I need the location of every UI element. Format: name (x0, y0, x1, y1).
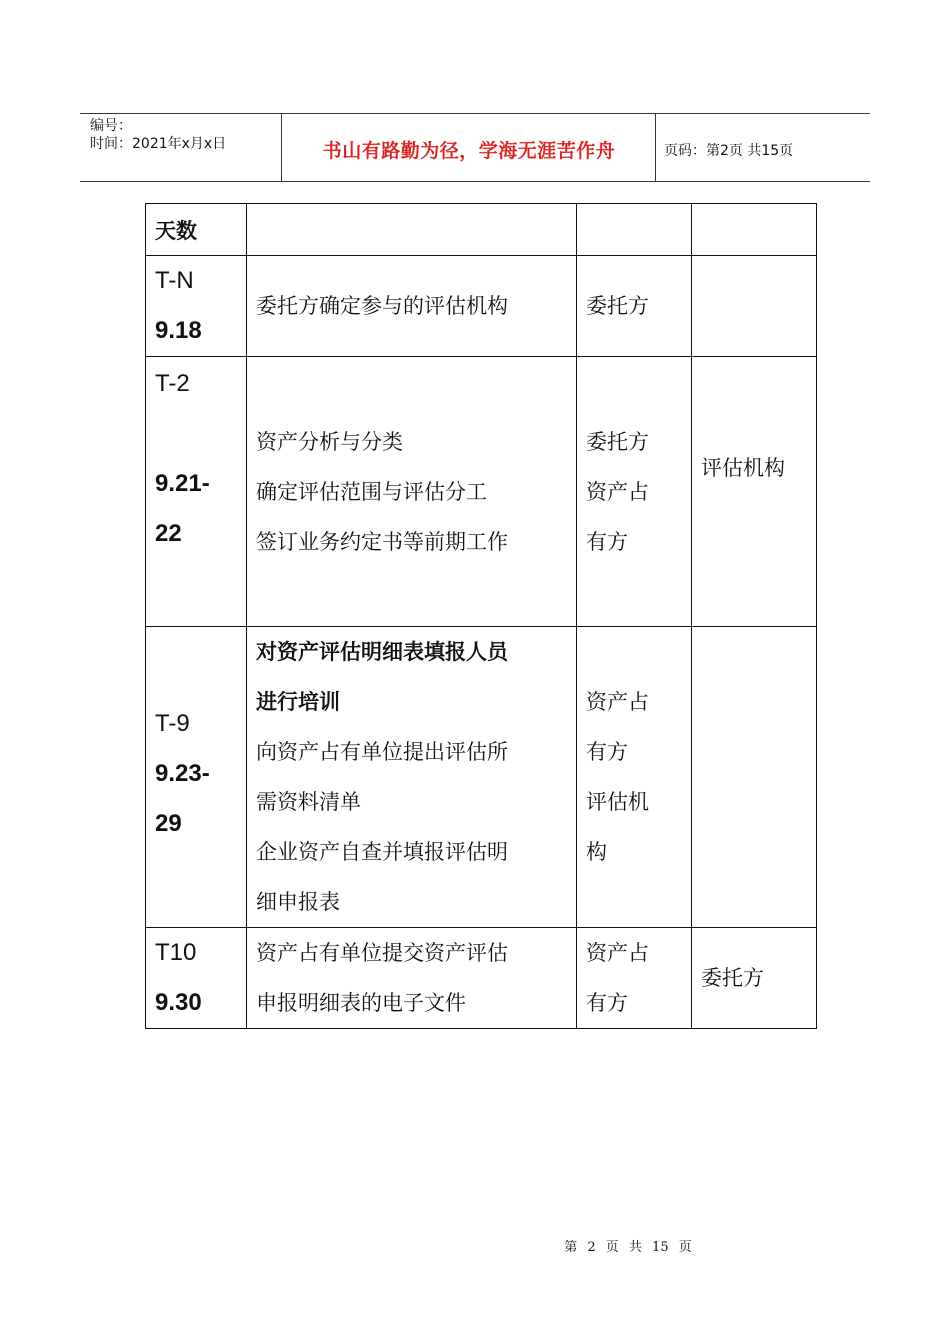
day-date-cont: 22 (155, 520, 182, 547)
day-cell (146, 357, 247, 627)
party-cell (577, 256, 692, 357)
header-cell-task (247, 204, 577, 256)
day-code: T-9 (155, 710, 190, 737)
party-cell (577, 627, 692, 928)
party-cell (577, 928, 692, 1029)
document-number-label: 编号： (90, 118, 132, 134)
party-line: 有方 (586, 991, 628, 1015)
task-line-bold: 对资产评估明细表填报人员 (256, 639, 508, 664)
party-line: 委托方 (586, 430, 649, 454)
party-line: 有方 (586, 530, 628, 554)
table-row (146, 256, 817, 357)
page-footer: 第 2 页 共 15 页 (564, 1240, 692, 1255)
task-line-bold: 进行培训 (256, 689, 340, 714)
task-line: 申报明细表的电子文件 (256, 991, 466, 1015)
table-header-row (146, 204, 817, 256)
task-line: 资产分析与分类 (256, 430, 403, 454)
header-divider-right (655, 113, 656, 181)
day-date: 9.30 (155, 989, 202, 1016)
task-line: 企业资产自查并填报评估明 (256, 840, 508, 864)
other-line: 委托方 (701, 966, 764, 990)
task-line: 资产占有单位提交资产评估 (256, 941, 508, 965)
day-cell (146, 256, 247, 357)
other-line: 评估机构 (701, 456, 785, 480)
task-line: 细申报表 (256, 890, 340, 914)
task-cell (247, 928, 577, 1029)
task-line: 委托方确定参与的评估机构 (256, 294, 508, 318)
header-cell-day: 天数 (146, 204, 247, 256)
day-code: T-2 (155, 370, 190, 397)
day-date: 9.23- (155, 760, 210, 787)
task-line: 确定评估范围与评估分工 (256, 480, 487, 504)
other-cell (692, 357, 817, 627)
party-line: 有方 (586, 740, 628, 764)
header-top-rule (80, 113, 870, 114)
day-date: 9.21- (155, 470, 210, 497)
schedule-table (145, 203, 817, 1029)
task-line: 签订业务约定书等前期工作 (256, 530, 508, 554)
other-cell (692, 627, 817, 928)
header-cell-other (692, 204, 817, 256)
day-cell (146, 928, 247, 1029)
day-code: T-N (155, 267, 194, 294)
header-cell-party (577, 204, 692, 256)
header-bottom-rule (80, 181, 870, 182)
party-line: 构 (586, 840, 607, 864)
task-line: 向资产占有单位提出评估所 (256, 740, 508, 764)
table-row (146, 928, 817, 1029)
other-cell (692, 256, 817, 357)
header-motto: 书山有路勤为径，学海无涯苦作舟 (322, 140, 616, 162)
day-date: 9.18 (155, 317, 202, 344)
task-cell (247, 627, 577, 928)
party-cell (577, 357, 692, 627)
table-row (146, 357, 817, 627)
header-meta (90, 117, 226, 153)
task-cell (247, 256, 577, 357)
header-divider-left (281, 113, 282, 181)
other-cell (692, 928, 817, 1029)
task-line: 需资料清单 (256, 790, 361, 814)
day-code: T10 (155, 939, 197, 966)
document-time-label: 时间：2021年x月x日 (90, 136, 227, 152)
party-line: 资产占 (586, 690, 649, 714)
party-line: 评估机 (586, 790, 649, 814)
day-cell (146, 627, 247, 928)
party-line: 资产占 (586, 941, 649, 965)
party-line: 资产占 (586, 480, 649, 504)
task-cell (247, 357, 577, 627)
day-date-cont: 29 (155, 810, 182, 837)
header-page-info: 页码：第2页 共15页 (664, 143, 794, 159)
table-row (146, 627, 817, 928)
party-line: 委托方 (586, 294, 649, 318)
